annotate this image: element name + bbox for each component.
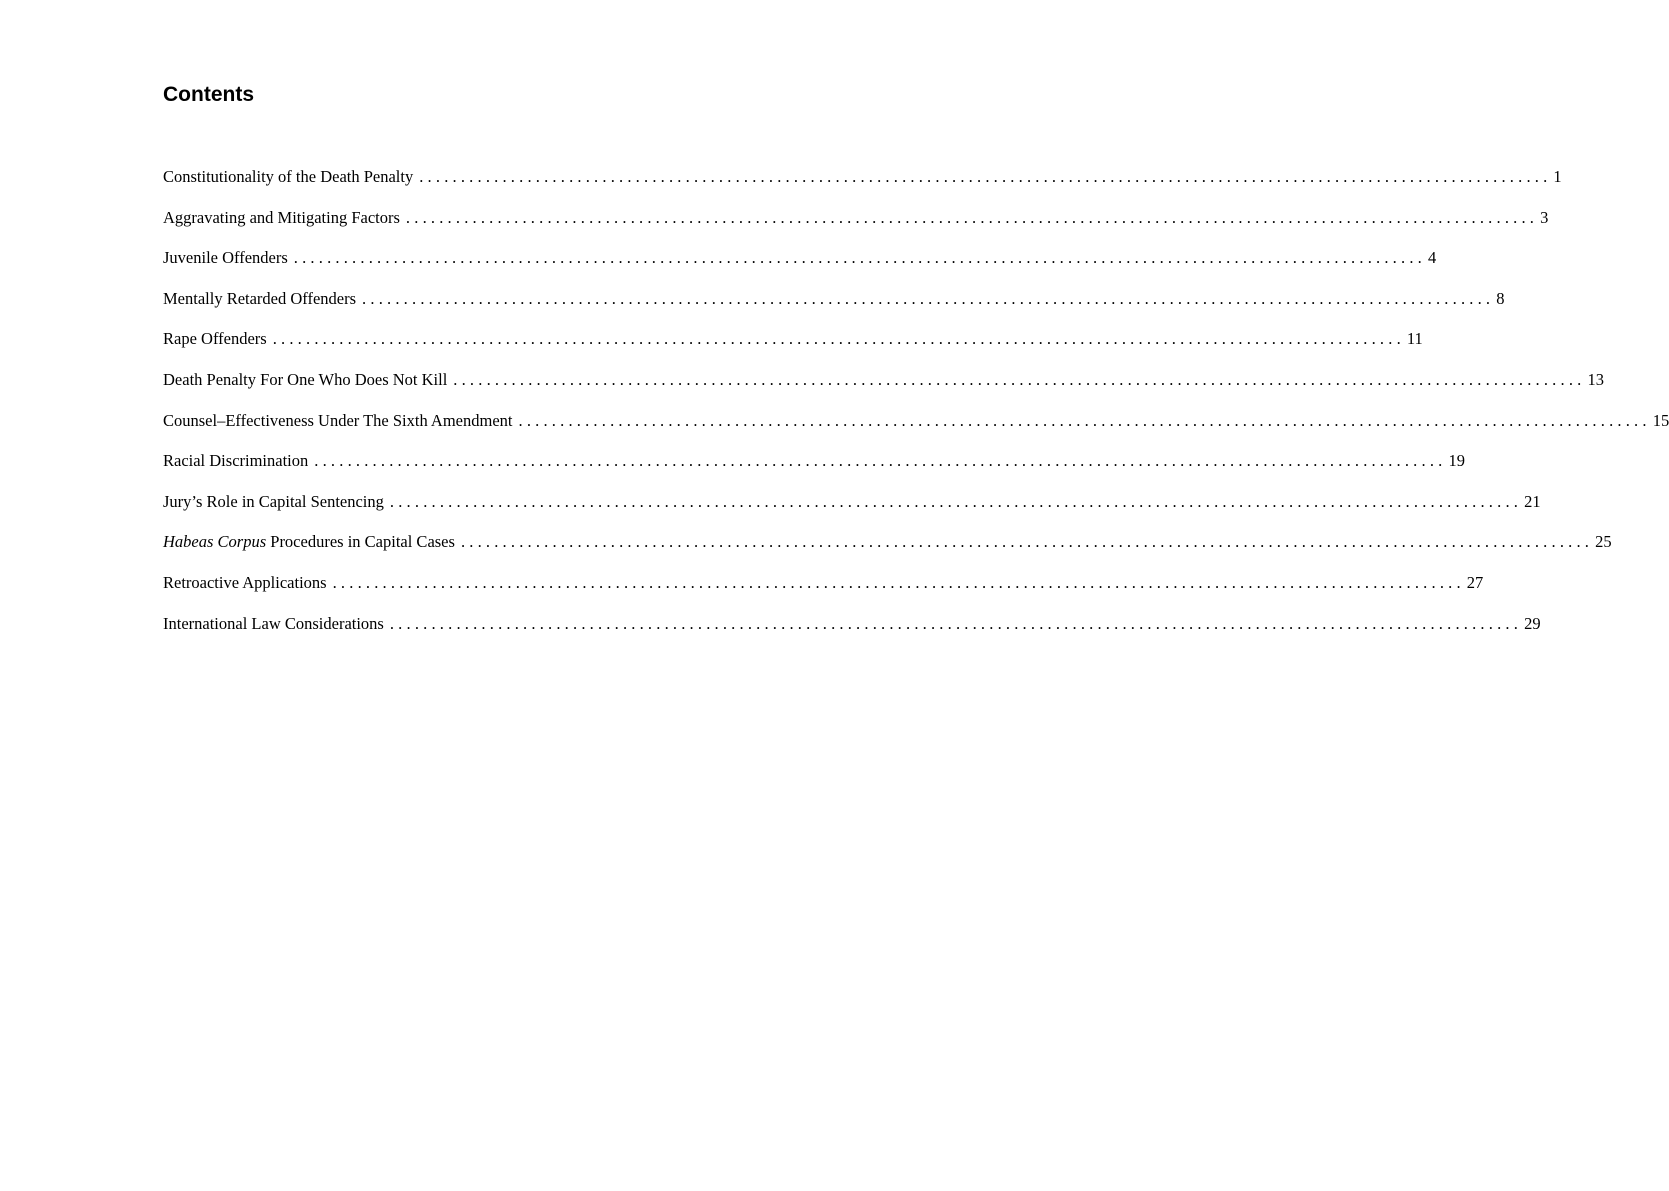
dot-leader: ........................................................................................................................................ xyxy=(460,532,1594,552)
toc-entry-title: International Law Considerations xyxy=(163,613,384,633)
dot-leader: ........................................................................................................................................ xyxy=(389,491,1523,511)
dot-leader: ........................................................................................................................................ xyxy=(453,369,1586,389)
toc-page-number: 29 xyxy=(1524,613,1541,633)
toc-page-number: 11 xyxy=(1406,329,1423,349)
toc-entry-title: Retroactive Applications xyxy=(163,572,327,592)
dot-leader: ........................................................................................................................................ xyxy=(419,167,1552,186)
toc-entry[interactable] xyxy=(163,410,1669,451)
page-title: Contents xyxy=(163,83,254,106)
dot-leader: ........................................................................................................................................ xyxy=(272,329,1405,349)
toc-entry[interactable] xyxy=(163,207,1549,248)
dot-leader: ........................................................................................................................................ xyxy=(389,613,1523,633)
toc-page-number: 3 xyxy=(1540,207,1549,227)
toc-entry-title: Constitutionality of the Death Penalty xyxy=(163,167,414,186)
dot-leader: ........................................................................................................................................ xyxy=(405,207,1539,227)
toc-entry[interactable] xyxy=(163,288,1505,329)
toc-entry-title: Juvenile Offenders xyxy=(163,248,288,268)
toc-entry[interactable] xyxy=(163,166,1562,207)
toc-page-number: 1 xyxy=(1553,167,1562,186)
dot-leader: ........................................................................................................................................ xyxy=(314,451,1447,471)
dot-leader: ........................................................................................................................................ xyxy=(293,248,1426,268)
toc-entry[interactable] xyxy=(163,613,1541,654)
toc-entry[interactable] xyxy=(163,369,1604,410)
toc-entry-title-italic: Habeas Corpus xyxy=(163,532,267,552)
toc-entry-title: Mentally Retarded Offenders xyxy=(163,288,357,308)
toc-entry[interactable] xyxy=(163,491,1541,532)
toc-entry-title: Rape Offenders xyxy=(163,329,267,349)
toc-page-number: 8 xyxy=(1496,288,1505,308)
toc-entry-title-rest: Procedures in Capital Cases xyxy=(266,532,455,552)
dot-leader: ........................................................................................................................................ xyxy=(332,572,1465,592)
dot-leader: ........................................................................................................................................ xyxy=(362,288,1495,308)
toc-entry[interactable] xyxy=(163,247,1437,288)
toc-entry-title: Counsel–Effectiveness Under The Sixth Amendment xyxy=(163,410,513,430)
table-of-contents xyxy=(163,166,1669,653)
toc-page-number: 27 xyxy=(1466,572,1484,592)
toc-page-number: 15 xyxy=(1652,410,1669,430)
toc-entry-title xyxy=(163,531,461,553)
toc-page-number: 13 xyxy=(1587,369,1604,389)
dot-leader: ........................................................................................................................................ xyxy=(518,410,1651,430)
toc-entry[interactable] xyxy=(163,572,1484,613)
toc-page-number: 21 xyxy=(1524,491,1541,511)
toc-entry-title: Racial Discrimination xyxy=(163,451,309,471)
toc-entry-title: Jury’s Role in Capital Sentencing xyxy=(163,491,384,511)
toc-page-number: 4 xyxy=(1427,248,1437,268)
toc-entry[interactable] xyxy=(163,328,1423,369)
toc-entry-title: Aggravating and Mitigating Factors xyxy=(163,207,400,227)
toc-entry-title: Death Penalty For One Who Does Not Kill xyxy=(163,369,448,389)
toc-entry[interactable] xyxy=(163,450,1465,491)
toc-page-number: 25 xyxy=(1595,532,1612,552)
toc-entry[interactable] xyxy=(163,531,1612,572)
toc-page-number: 19 xyxy=(1448,451,1465,471)
